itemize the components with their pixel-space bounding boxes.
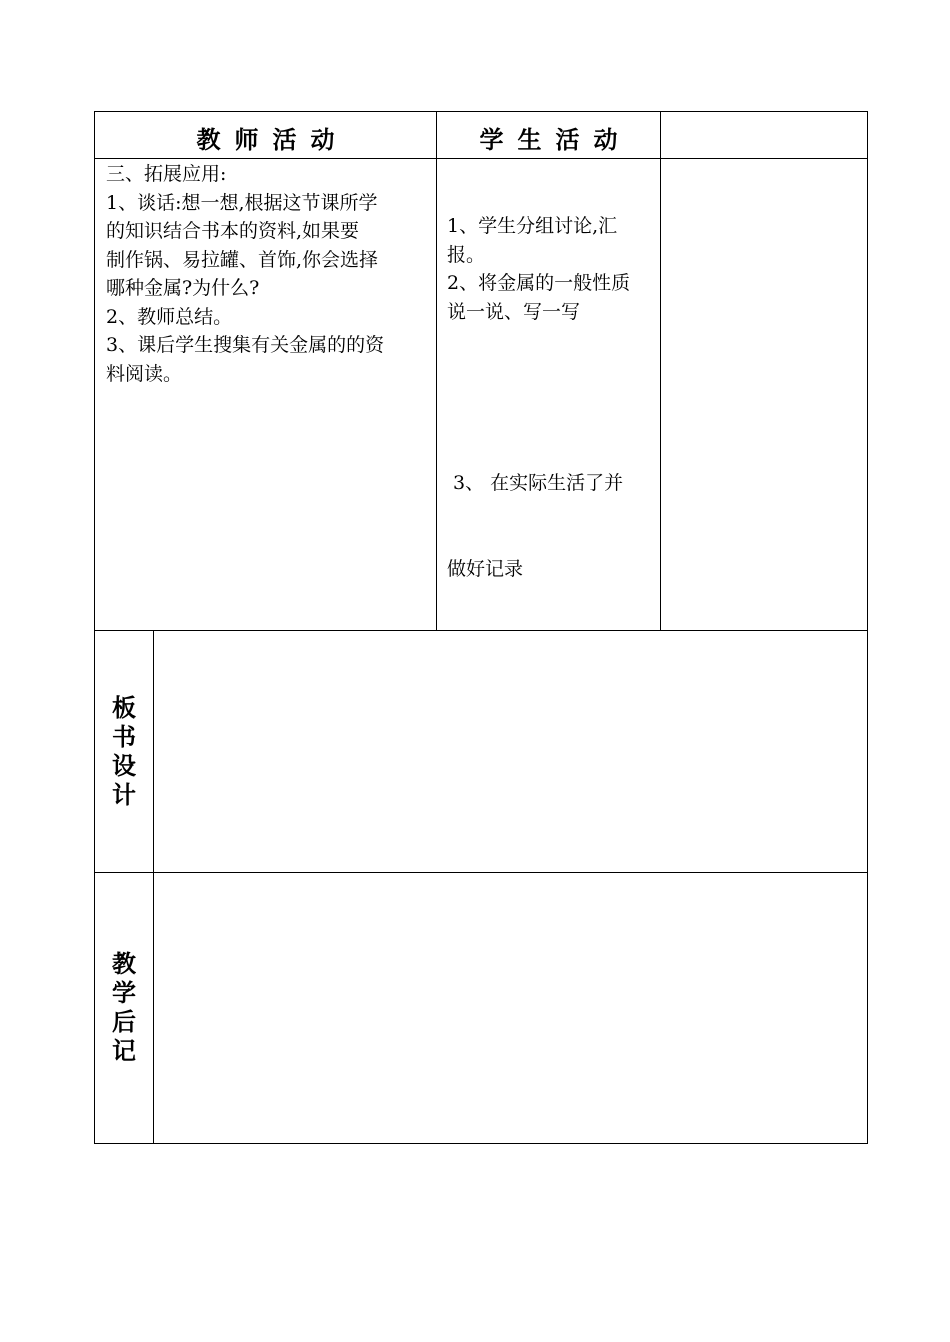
student-line: 做好记录 (447, 557, 524, 580)
reflection-char: 后 (112, 1008, 136, 1036)
board-design-char: 书 (112, 723, 136, 751)
header-bottom-border (94, 158, 868, 159)
student-line: 3、 在实际生活了并 (447, 472, 624, 494)
teacher-line: 2、教师总结。 (106, 305, 233, 328)
board-design-bottom-border (94, 872, 868, 873)
student-activity-header: 学生活动 (479, 126, 632, 154)
teacher-activity-header: 教师活动 (196, 126, 349, 154)
table-bottom-border (94, 1143, 868, 1144)
teaching-reflection-label (95, 950, 153, 1066)
board-design-char: 板 (112, 694, 136, 722)
student-activity-content-b (447, 412, 623, 612)
reflection-char: 学 (112, 979, 136, 1007)
teacher-line: 制作锅、易拉罐、首饰,你会选择 (106, 248, 379, 271)
teacher-line: 的知识结合书本的资料,如果要 (106, 220, 360, 242)
teacher-student-divider (436, 111, 437, 631)
student-line: 报。 (447, 243, 486, 266)
table-right-border (867, 111, 868, 1144)
student-line: 说一说、写一写 (447, 300, 581, 323)
teaching-reflection-content (160, 880, 860, 1135)
teacher-line: 3、课后学生搜集有关金属的的资 (106, 334, 385, 356)
student-line: 1、学生分组讨论,汇 (447, 215, 618, 237)
board-design-label (95, 694, 153, 810)
student-third-divider (660, 111, 661, 631)
teacher-line: 1、谈话:想一想,根据这节课所学 (106, 191, 378, 214)
board-design-char: 设 (112, 752, 136, 780)
teacher-line: 三、拓展应用: (106, 163, 227, 185)
student-activity-content-a (447, 212, 630, 326)
activity-bottom-border (94, 630, 868, 631)
board-design-char: 计 (112, 781, 136, 809)
teacher-line: 哪种金属?为什么? (106, 277, 260, 299)
reflection-char: 教 (112, 950, 136, 978)
label-column-divider (153, 630, 154, 1144)
board-design-content (160, 640, 860, 865)
table-top-border (94, 111, 868, 112)
reflection-char: 记 (112, 1037, 136, 1065)
teacher-line: 料阅读。 (106, 362, 183, 385)
teacher-activity-content (106, 160, 384, 388)
student-line: 2、将金属的一般性质 (447, 272, 631, 294)
